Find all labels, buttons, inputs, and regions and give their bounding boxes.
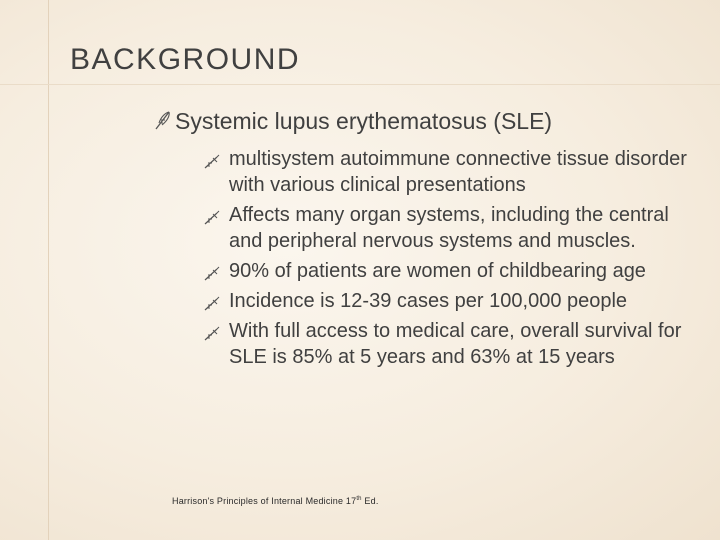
list-item <box>229 258 699 284</box>
list-item-text: 90% of patients are women of childbearing age <box>229 260 646 282</box>
list-item <box>229 288 699 314</box>
citation-text: Harrison's Principles of Internal Medicine 17 <box>172 496 357 506</box>
citation-superscript: th <box>356 496 362 502</box>
slide-title: BACKGROUND <box>70 43 301 76</box>
bullet-list <box>229 146 699 374</box>
pen-nib-bullet-icon <box>203 151 221 167</box>
list-item-text: Incidence is 12-39 cases per 100,000 people <box>229 290 628 312</box>
feather-bullet-icon <box>153 108 173 132</box>
pen-nib-bullet-icon <box>203 293 221 309</box>
pen-nib-bullet-icon <box>203 263 221 279</box>
heading-bullet <box>175 106 675 136</box>
list-item-text: multisystem autoimmune connective tissue disorder with various clinical presentations <box>229 148 687 196</box>
heading-text: Systemic lupus erythematosus (SLE) <box>175 108 553 134</box>
citation <box>172 496 379 506</box>
list-item-text: With full access to medical care, overall survival for SLE is 85% at 5 years and 63% at 15 years <box>229 320 682 368</box>
pen-nib-bullet-icon <box>203 207 221 223</box>
citation-tail: Ed. <box>361 496 379 506</box>
list-item <box>229 146 699 198</box>
pen-nib-bullet-icon <box>203 323 221 339</box>
list-item <box>229 318 699 370</box>
title-divider <box>0 84 720 85</box>
left-decorative-rule <box>48 0 49 540</box>
list-item <box>229 202 699 254</box>
list-item-text: Affects many organ systems, including the central and peripheral nervous systems and muscles. <box>229 204 669 252</box>
